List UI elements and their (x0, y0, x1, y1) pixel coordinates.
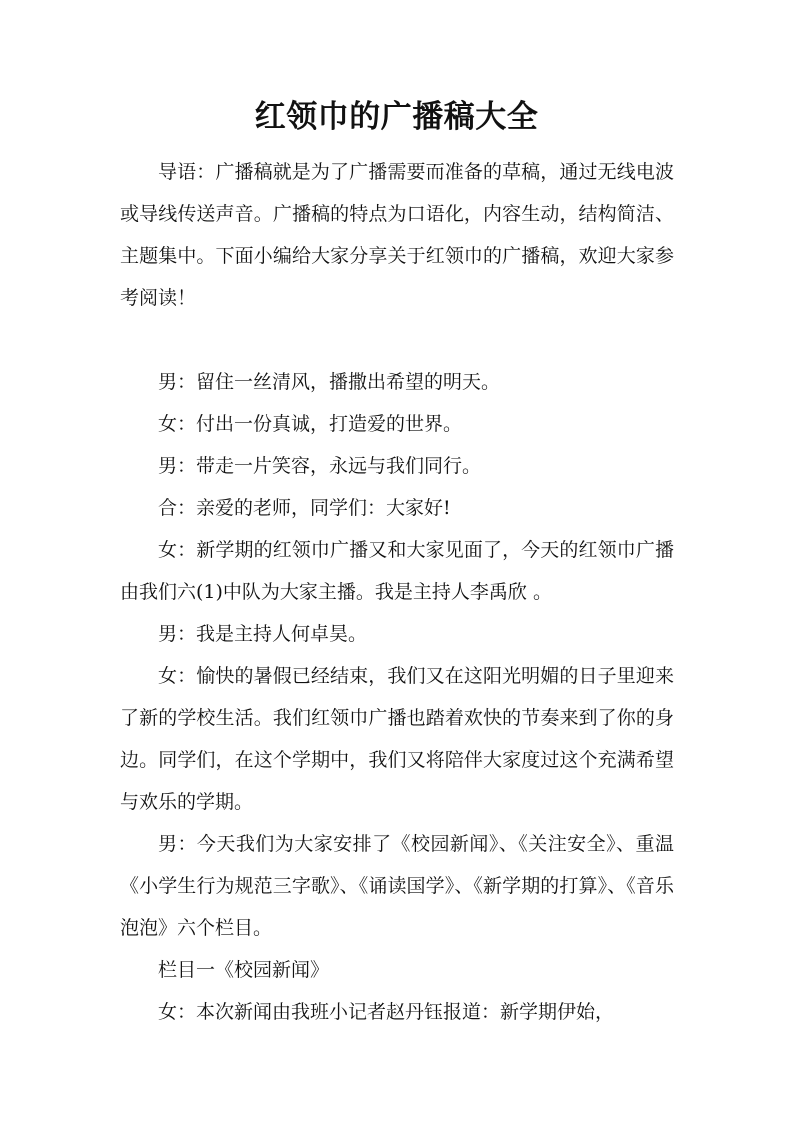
section-heading-campus-news: 栏目一《校园新闻》 (158, 959, 330, 981)
dialogue-line-together: 合：亲爱的老师，同学们：大家好! (158, 497, 451, 519)
dialogue-line-male-2: 男：带走一片笑容，永远与我们同行。 (158, 455, 482, 477)
document-body (120, 151, 674, 1033)
dialogue-line-female-4: 女：本次新闻由我班小记者赵丹钰报道：新学期伊始， (158, 1001, 615, 1023)
dialogue-line-female-1: 女：付出一份真诚，打造爱的世界。 (158, 413, 463, 435)
dialogue-line-female-3: 女：愉快的暑假已经结束，我们又在这阳光明媚的日子里迎来了新的学校生活。我们红领巾广播也踏着欢快的节奏来到了你的身边。同学们，在这个学期中，我们又将陪伴大家度过这个充满希望与欢乐的学期。 (120, 665, 674, 813)
dialogue-line-male-3: 男：我是主持人何卓昊。 (158, 623, 368, 645)
intro-paragraph: 导语：广播稿就是为了广播需要而准备的草稿，通过无线电波或导线传送声音。广播稿的特点为口语化，内容生动，结构简洁、主题集中。下面小编给大家分享关于红领巾的广播稿，欢迎大家参考阅读！ (120, 161, 674, 309)
blank-line (120, 319, 674, 361)
dialogue-line-female-2: 女：新学期的红领巾广播又和大家见面了，今天的红领巾广播由我们六(1)中队为大家主播。我是主持人李禹欣 。 (120, 539, 674, 603)
document-title: 红领巾的广播稿大全 (254, 99, 539, 135)
dialogue-line-male-4: 男：今天我们为大家安排了《校园新闻》、《关注安全》、重温《小学生行为规范三字歌》、《诵读国学》、《新学期的打算》、《音乐泡泡》六个栏目。 (120, 833, 674, 939)
dialogue-line-male-1: 男：留住一丝清风，播撒出希望的明天。 (158, 371, 501, 393)
